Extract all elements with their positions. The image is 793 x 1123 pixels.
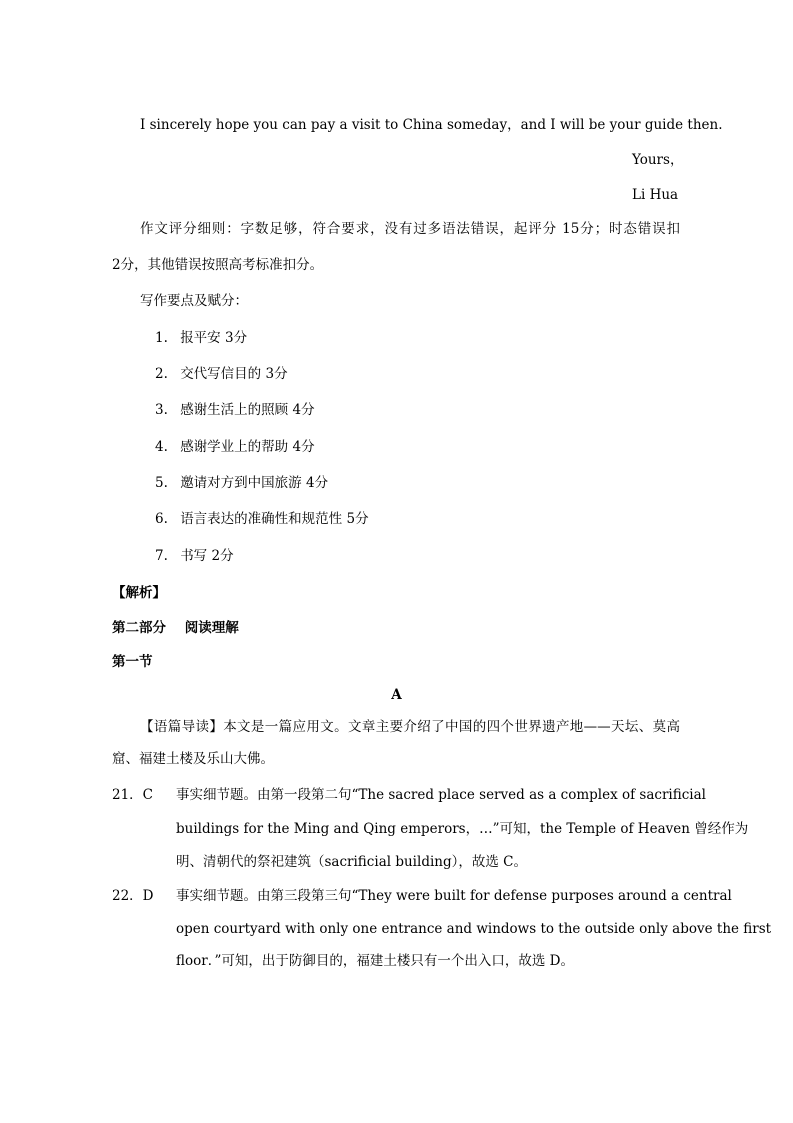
- guide-line1: 【语篇导读】本文是一篇应用文。文章主要介绍了中国的四个世界遗产地——天坛、莫高: [140, 719, 680, 735]
- scoring-point: [155, 510, 369, 528]
- scoring-point: [155, 547, 234, 565]
- passage-label: A: [391, 687, 402, 703]
- point-number: 7.: [155, 548, 168, 564]
- scoring-point: [155, 401, 315, 419]
- point-text: 语言表达的准确性和规范性 5分: [180, 511, 369, 527]
- point-number: 1.: [155, 330, 168, 346]
- question-21-line3: 明、清朝代的祭祀建筑（sacrificial building），故选 C。: [176, 854, 527, 870]
- letter-yours: Yours，: [632, 152, 684, 168]
- question-21-line1: 事实细节题。由第一段第二句“The sacred place served as a complex of sacrificial: [176, 787, 706, 803]
- point-number: 4.: [155, 439, 168, 455]
- point-number: 3.: [155, 402, 168, 418]
- point-number: 2.: [155, 366, 168, 382]
- scoring-point: [155, 438, 315, 456]
- question-22-line1: 事实细节题。由第三段第三句“They were built for defense purposes around a central: [176, 888, 732, 904]
- letter-signature: Li Hua: [632, 187, 679, 203]
- scoring-rules-line1: 作文评分细则：字数足够，符合要求，没有过多语法错误，起评分 15分；时态错误扣: [140, 221, 680, 237]
- analysis-part-title: 第二部分 阅读理解: [112, 620, 239, 636]
- point-number: 5.: [155, 475, 168, 491]
- analysis-section-title: 第一节: [112, 654, 153, 670]
- question-22-label: 22．D: [112, 888, 154, 904]
- point-text: 交代写信目的 3分: [180, 366, 288, 382]
- point-text: 感谢学业上的帮助 4分: [180, 439, 315, 455]
- scoring-point: [155, 365, 288, 383]
- scoring-rules-line2: 2分，其他错误按照高考标准扣分。: [112, 257, 324, 273]
- scoring-point: [155, 474, 328, 492]
- letter-closing-sentence: I sincerely hope you can pay a visit to China someday，and I will be your guide then.: [140, 117, 723, 133]
- point-text: 感谢生活上的照顾 4分: [180, 402, 315, 418]
- point-number: 6.: [155, 511, 168, 527]
- scoring-point: [155, 329, 247, 347]
- guide-line2: 窟、福建土楼及乐山大佛。: [112, 751, 274, 767]
- point-text: 报平安 3分: [180, 330, 248, 346]
- point-text: 书写 2分: [180, 548, 234, 564]
- point-text: 邀请对方到中国旅游 4分: [180, 475, 329, 491]
- analysis-heading: 【解析】: [112, 585, 166, 601]
- question-22-line2: open courtyard with only one entrance and windows to the outside only above the first: [176, 921, 772, 937]
- question-22-line3: floor．”可知，出于防御目的，福建土楼只有一个出入口，故选 D。: [176, 953, 574, 969]
- scoring-points-heading: 写作要点及赋分：: [140, 293, 248, 309]
- question-21-line2: buildings for the Ming and Qing emperors，…”可知，the Temple of Heaven 曾经作为: [176, 821, 749, 837]
- question-21-label: 21．C: [112, 787, 154, 803]
